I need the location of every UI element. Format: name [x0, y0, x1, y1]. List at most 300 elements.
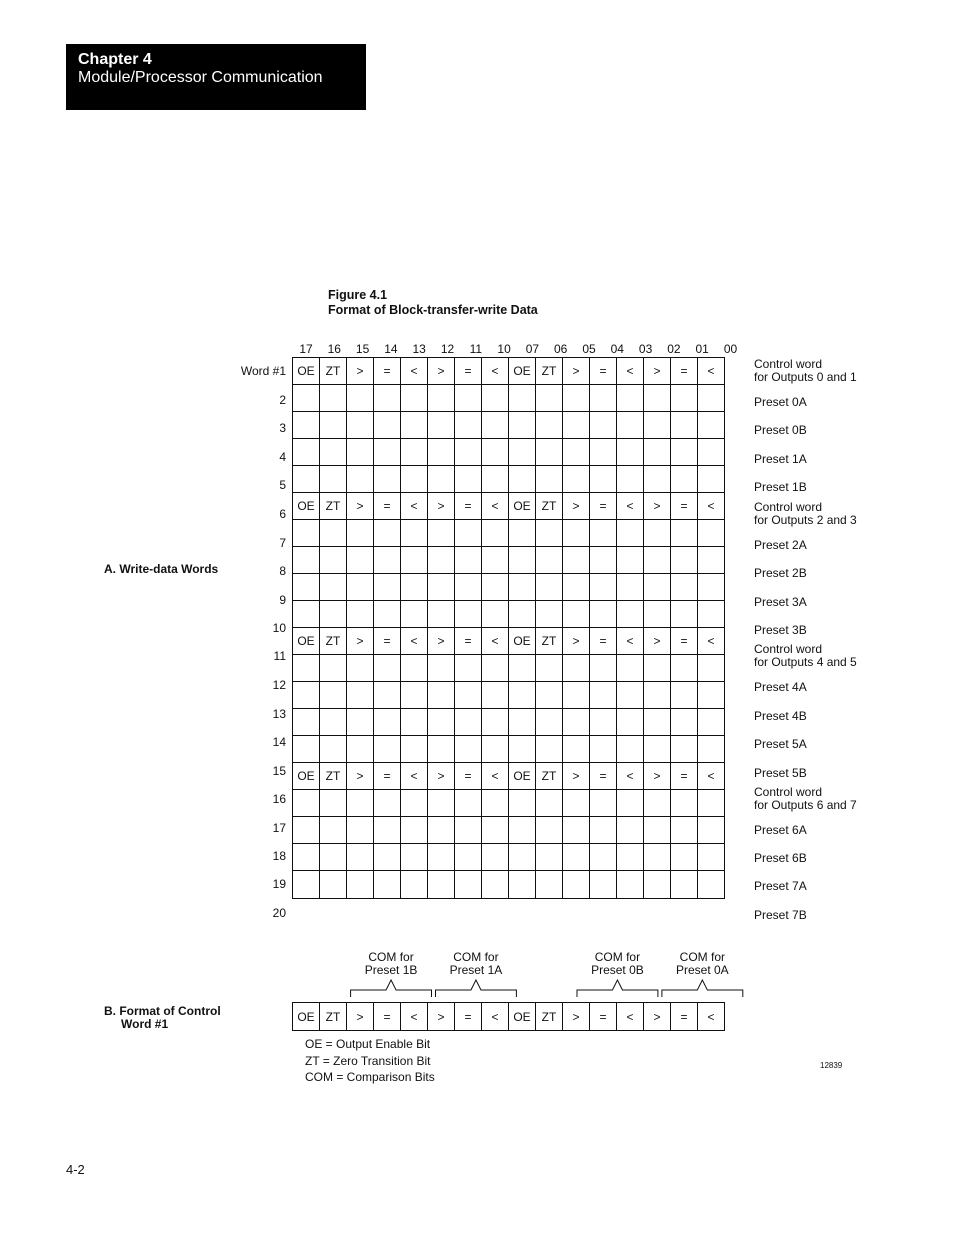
- bit-cell: [320, 601, 347, 628]
- bit-cell: [455, 574, 482, 601]
- bit-cell: [428, 466, 455, 493]
- bit-cell: <: [482, 493, 509, 520]
- preset-word-row: [293, 790, 725, 817]
- chapter-number: Chapter 4: [78, 51, 152, 68]
- bit-cell: [590, 817, 617, 844]
- bit-cell: <: [482, 358, 509, 385]
- bit-cell: [563, 790, 590, 817]
- bit-cell: [671, 682, 698, 709]
- bit-cell: [509, 412, 536, 439]
- bit-cell: ZT: [320, 628, 347, 655]
- bit-cell: [617, 790, 644, 817]
- control-word-row: [293, 628, 725, 655]
- bit-cell: [347, 817, 374, 844]
- bit-cell: [482, 790, 509, 817]
- bit-cell: <: [617, 628, 644, 655]
- word-description: Control word for Outputs 2 and 3: [754, 500, 857, 527]
- bit-cell: [509, 817, 536, 844]
- bit-cell: [428, 655, 455, 682]
- bit-cell: [536, 655, 563, 682]
- bit-cell: =: [590, 493, 617, 520]
- bit-cell: [671, 844, 698, 871]
- word-description: Preset 0A: [754, 395, 807, 409]
- word-label: 12: [272, 678, 286, 692]
- bit-cell: [320, 466, 347, 493]
- bit-cell: [455, 466, 482, 493]
- bit-cell: [320, 709, 347, 736]
- bit-cell: [347, 655, 374, 682]
- bit-cell: [509, 574, 536, 601]
- bit-cell: OE: [509, 628, 536, 655]
- bit-cell: [671, 655, 698, 682]
- bit-cell: [563, 655, 590, 682]
- bit-cell: [455, 844, 482, 871]
- bit-cell: >: [644, 358, 671, 385]
- bit-cell: OE: [293, 628, 320, 655]
- bit-cell: [428, 385, 455, 412]
- bit-cell: [644, 709, 671, 736]
- bit-cell: [536, 790, 563, 817]
- bit-cell: =: [590, 763, 617, 790]
- bit-cell: [536, 466, 563, 493]
- bit-cell: >: [347, 628, 374, 655]
- bit-cell: =: [671, 763, 698, 790]
- bit-cell: [617, 844, 644, 871]
- bit-cell: [401, 655, 428, 682]
- bit-cell: [293, 547, 320, 574]
- bit-cell: OE: [293, 1003, 320, 1031]
- bit-cell: [536, 520, 563, 547]
- bit-cell: [590, 574, 617, 601]
- bit-cell: [428, 736, 455, 763]
- bit-cell: [590, 655, 617, 682]
- com-bracket: [436, 980, 517, 997]
- bit-cell: [509, 547, 536, 574]
- bit-cell: [536, 682, 563, 709]
- bit-cell: [293, 871, 320, 899]
- bit-cell: OE: [509, 763, 536, 790]
- bit-cell: >: [563, 358, 590, 385]
- bit-cell: [536, 574, 563, 601]
- bit-cell: [671, 736, 698, 763]
- bit-cell: OE: [293, 358, 320, 385]
- bit-cell: [293, 520, 320, 547]
- bit-cell: [374, 601, 401, 628]
- bit-cell: [644, 601, 671, 628]
- word-description: Preset 6A: [754, 823, 807, 837]
- bit-cell: [428, 844, 455, 871]
- bit-cell: [374, 520, 401, 547]
- bit-cell: >: [347, 358, 374, 385]
- word-description: Preset 5A: [754, 737, 807, 751]
- word-label: 3: [279, 421, 286, 435]
- bit-cell: [320, 574, 347, 601]
- chapter-header: [66, 44, 366, 110]
- bit-cell: [401, 439, 428, 466]
- bit-number: 16: [327, 342, 341, 356]
- word-description: Preset 5B: [754, 766, 807, 780]
- bit-cell: [617, 655, 644, 682]
- bit-cell: [617, 547, 644, 574]
- bit-cell: [428, 871, 455, 899]
- bit-cell: ZT: [536, 358, 563, 385]
- bit-cell: [698, 385, 725, 412]
- bit-cell: [563, 520, 590, 547]
- bit-number: 04: [610, 342, 624, 356]
- bit-cell: [455, 385, 482, 412]
- bit-cell: >: [347, 493, 374, 520]
- figure-id: 12839: [820, 1061, 843, 1070]
- bit-cell: <: [698, 358, 725, 385]
- bit-cell: [293, 601, 320, 628]
- bit-cell: =: [455, 358, 482, 385]
- write-data-grid: [292, 357, 725, 899]
- preset-word-row: [293, 574, 725, 601]
- preset-word-row: [293, 817, 725, 844]
- bit-cell: [563, 466, 590, 493]
- bit-cell: [347, 574, 374, 601]
- bit-cell: [563, 385, 590, 412]
- bit-cell: >: [347, 763, 374, 790]
- bit-cell: [347, 601, 374, 628]
- word-label: Word #1: [240, 364, 286, 378]
- bit-cell: [644, 439, 671, 466]
- bit-cell: [617, 439, 644, 466]
- bit-cell: >: [347, 1003, 374, 1031]
- word-description: Preset 6B: [754, 851, 807, 865]
- bit-cell: [536, 412, 563, 439]
- word-label: 16: [272, 792, 286, 806]
- word-description: Control word for Outputs 4 and 5: [754, 642, 857, 669]
- bit-cell: [617, 736, 644, 763]
- bit-number: 00: [723, 342, 738, 356]
- bit-cell: [428, 682, 455, 709]
- bit-cell: =: [374, 1003, 401, 1031]
- bit-cell: [428, 709, 455, 736]
- bit-cell: [590, 601, 617, 628]
- bit-cell: [374, 547, 401, 574]
- bit-cell: [536, 871, 563, 899]
- bit-cell: [374, 709, 401, 736]
- bit-cell: [320, 871, 347, 899]
- bit-cell: [698, 574, 725, 601]
- word-label: 10: [272, 621, 286, 635]
- bit-cell: [509, 871, 536, 899]
- bit-cell: [563, 871, 590, 899]
- bit-cell: [428, 412, 455, 439]
- bit-cell: [563, 844, 590, 871]
- bit-cell: [455, 682, 482, 709]
- bit-cell: <: [401, 358, 428, 385]
- bit-cell: ZT: [536, 493, 563, 520]
- bit-cell: ZT: [320, 493, 347, 520]
- bit-cell: [671, 385, 698, 412]
- bit-cell: [644, 790, 671, 817]
- bit-cell: >: [428, 763, 455, 790]
- word-description: Preset 0B: [754, 423, 807, 437]
- bit-cell: [374, 844, 401, 871]
- bit-number: 13: [412, 342, 426, 356]
- bit-cell: [347, 682, 374, 709]
- bit-cell: =: [590, 1003, 617, 1031]
- bit-cell: ZT: [320, 1003, 347, 1031]
- preset-word-row: [293, 439, 725, 466]
- page-number: 4-2: [66, 1162, 85, 1177]
- bit-cell: >: [428, 628, 455, 655]
- bit-cell: [563, 412, 590, 439]
- preset-word-row: [293, 655, 725, 682]
- bit-cell: =: [671, 493, 698, 520]
- legend-com: COM = Comparison Bits: [305, 1070, 435, 1084]
- bit-cell: [347, 520, 374, 547]
- bit-number: 12: [440, 342, 455, 356]
- bit-cell: [536, 547, 563, 574]
- bit-cell: [698, 871, 725, 899]
- bit-cell: [482, 412, 509, 439]
- bit-cell: [401, 547, 428, 574]
- bit-cell: >: [644, 763, 671, 790]
- legend: [305, 1036, 435, 1086]
- bit-cell: [320, 736, 347, 763]
- bit-number: 15: [355, 342, 370, 356]
- bit-cell: [455, 736, 482, 763]
- bit-cell: [536, 439, 563, 466]
- bit-cell: [374, 871, 401, 899]
- bit-cell: [563, 574, 590, 601]
- bit-cell: >: [428, 493, 455, 520]
- bit-cell: [617, 601, 644, 628]
- bit-cell: <: [698, 628, 725, 655]
- bit-number: 05: [582, 342, 596, 356]
- bit-number: 17: [299, 342, 313, 356]
- bit-cell: [482, 682, 509, 709]
- bit-cell: >: [563, 1003, 590, 1031]
- bit-cell: =: [374, 628, 401, 655]
- bit-cell: [374, 817, 401, 844]
- bit-cell: <: [617, 358, 644, 385]
- bit-cell: [347, 466, 374, 493]
- bit-cell: =: [671, 358, 698, 385]
- bit-cell: [698, 547, 725, 574]
- word-label: 9: [279, 593, 286, 607]
- com-bracket: [662, 980, 743, 997]
- control-word-row: [293, 493, 725, 520]
- bit-cell: =: [455, 1003, 482, 1031]
- bit-cell: [617, 385, 644, 412]
- bit-cell: [698, 520, 725, 547]
- word-label: 15: [272, 764, 286, 778]
- bit-cell: [698, 439, 725, 466]
- bit-cell: OE: [509, 358, 536, 385]
- legend-oe: OE = Output Enable Bit: [305, 1037, 431, 1051]
- bit-cell: [671, 817, 698, 844]
- bit-cell: [401, 736, 428, 763]
- bit-cell: [698, 844, 725, 871]
- bit-cell: [347, 871, 374, 899]
- bit-cell: =: [671, 628, 698, 655]
- bit-cell: [644, 682, 671, 709]
- word-label: 4: [279, 450, 286, 464]
- section-a-label: A. Write-data Words: [104, 562, 219, 576]
- bit-cell: =: [455, 763, 482, 790]
- bit-cell: [401, 574, 428, 601]
- bit-cell: [455, 412, 482, 439]
- bit-number: 01: [695, 342, 709, 356]
- bit-cell: [401, 817, 428, 844]
- bit-cell: [536, 844, 563, 871]
- bit-cell: <: [401, 628, 428, 655]
- preset-word-row: [293, 520, 725, 547]
- control-word-format-row: [293, 1003, 725, 1031]
- bit-cell: [293, 682, 320, 709]
- bit-cell: <: [617, 763, 644, 790]
- word-label: 13: [272, 707, 286, 721]
- bit-cell: [482, 817, 509, 844]
- bit-cell: [590, 466, 617, 493]
- bit-cell: <: [482, 628, 509, 655]
- bit-cell: [590, 412, 617, 439]
- bit-cell: <: [482, 763, 509, 790]
- bit-cell: [617, 817, 644, 844]
- bit-cell: [644, 520, 671, 547]
- bit-cell: [401, 844, 428, 871]
- word-description: Preset 4B: [754, 709, 807, 723]
- bit-cell: [536, 385, 563, 412]
- bit-cell: OE: [293, 493, 320, 520]
- com-bracket: [577, 980, 658, 997]
- bit-cell: [293, 709, 320, 736]
- bit-cell: [320, 817, 347, 844]
- com-brackets: [292, 975, 752, 1001]
- bit-cell: [428, 601, 455, 628]
- preset-word-row: [293, 385, 725, 412]
- word-description: Preset 3A: [754, 595, 807, 609]
- bit-cell: [293, 439, 320, 466]
- bit-cell: [698, 736, 725, 763]
- bit-cell: [293, 817, 320, 844]
- bit-cell: [671, 574, 698, 601]
- bit-cell: [698, 655, 725, 682]
- bit-cell: [320, 439, 347, 466]
- bit-cell: [617, 466, 644, 493]
- bit-cell: [509, 682, 536, 709]
- word-description: Preset 4A: [754, 680, 807, 694]
- bit-cell: [590, 709, 617, 736]
- bit-cell: [428, 547, 455, 574]
- bit-cell: [671, 547, 698, 574]
- bit-cell: ZT: [536, 1003, 563, 1031]
- bit-cell: [347, 412, 374, 439]
- bit-cell: [320, 547, 347, 574]
- bit-cell: [698, 817, 725, 844]
- legend-zt: ZT = Zero Transition Bit: [305, 1053, 431, 1068]
- bit-cell: [644, 412, 671, 439]
- word-label: 2: [279, 393, 286, 407]
- bit-cell: [698, 682, 725, 709]
- bit-cell: <: [617, 1003, 644, 1031]
- preset-word-row: [293, 844, 725, 871]
- word-description: Preset 3B: [754, 623, 807, 637]
- com-label: COM for Preset 1B: [364, 950, 418, 977]
- bit-cell: [671, 520, 698, 547]
- bit-cell: [644, 574, 671, 601]
- bit-cell: >: [644, 493, 671, 520]
- bit-cell: ZT: [536, 763, 563, 790]
- bit-cell: [617, 412, 644, 439]
- bit-cell: [482, 709, 509, 736]
- bit-cell: [617, 520, 644, 547]
- bit-cell: >: [563, 763, 590, 790]
- bit-number: 11: [469, 342, 483, 356]
- bit-number: 14: [384, 342, 398, 356]
- word-label: 20: [272, 906, 286, 920]
- bit-cell: [428, 817, 455, 844]
- bit-cell: [455, 655, 482, 682]
- bit-cell: [482, 439, 509, 466]
- bit-cell: [482, 385, 509, 412]
- bit-cell: [401, 412, 428, 439]
- bit-cell: [671, 790, 698, 817]
- bit-cell: [482, 655, 509, 682]
- word-description: Preset 2B: [754, 566, 807, 580]
- bit-cell: [563, 547, 590, 574]
- bit-cell: [401, 790, 428, 817]
- word-label: 19: [272, 877, 286, 891]
- bit-cell: [320, 385, 347, 412]
- bit-cell: [671, 601, 698, 628]
- bit-cell: [428, 520, 455, 547]
- bit-cell: [671, 709, 698, 736]
- com-bracket: [351, 980, 432, 997]
- bit-cell: [482, 466, 509, 493]
- bit-cell: [455, 871, 482, 899]
- bit-number: 07: [525, 342, 540, 356]
- bit-cell: [320, 520, 347, 547]
- bit-cell: [509, 736, 536, 763]
- bit-cell: OE: [509, 1003, 536, 1031]
- bit-cell: [644, 844, 671, 871]
- word-label: 6: [279, 507, 286, 521]
- bit-cell: [509, 790, 536, 817]
- bit-cell: <: [617, 493, 644, 520]
- bit-cell: [293, 466, 320, 493]
- word-label: 5: [279, 478, 286, 492]
- bit-cell: [563, 709, 590, 736]
- bit-cell: =: [374, 763, 401, 790]
- word-description: Control word for Outputs 0 and 1: [754, 357, 857, 384]
- bit-cell: [671, 412, 698, 439]
- com-label: COM for Preset 0B: [591, 950, 644, 977]
- bit-cell: [482, 574, 509, 601]
- bit-cell: [293, 385, 320, 412]
- bit-cell: [698, 790, 725, 817]
- bit-cell: [401, 520, 428, 547]
- bit-cell: [374, 412, 401, 439]
- bit-cell: <: [401, 493, 428, 520]
- bit-cell: [536, 817, 563, 844]
- bit-cell: [347, 790, 374, 817]
- bit-cell: [293, 412, 320, 439]
- control-word-row: [293, 358, 725, 385]
- bit-cell: [698, 412, 725, 439]
- bit-cell: [374, 790, 401, 817]
- bit-cell: [563, 817, 590, 844]
- bit-cell: [536, 709, 563, 736]
- bit-cell: ZT: [536, 628, 563, 655]
- bit-cell: [428, 574, 455, 601]
- bit-cell: =: [455, 493, 482, 520]
- control-word-row: [293, 763, 725, 790]
